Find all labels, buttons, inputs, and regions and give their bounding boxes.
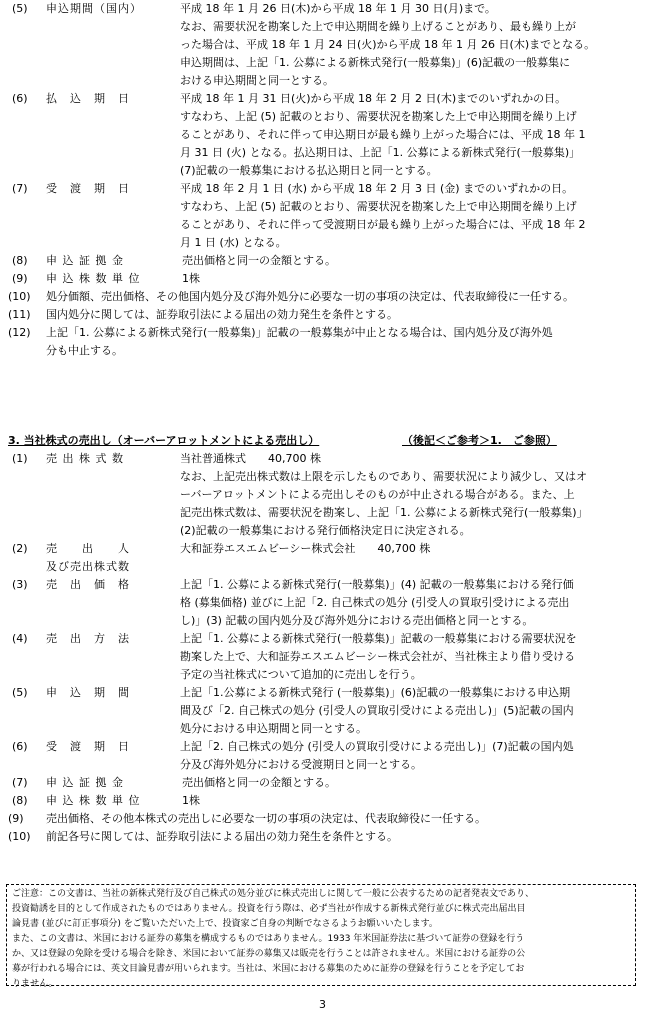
disclaimer-line: また、この文書は、米国における証券の募集を構成するものではありません。1933 年米国証券法に基づいて証券の登録を行う: [12, 934, 525, 944]
item-number: (9): [12, 272, 28, 285]
section-overallotment: [0, 432, 645, 846]
item-number: (8): [12, 794, 28, 807]
item-number: (12): [8, 326, 31, 339]
item-number: (6): [12, 740, 28, 753]
body-line: し)」(3) 記載の国内処分及び海外処分における売出価格と同一とする。: [180, 614, 534, 627]
body-spacer: [180, 558, 639, 576]
body-line: 上記「1.公募による新株式発行 (一般募集)」(6)記載の一般募集における申込期: [180, 686, 571, 699]
body-line: 平成 18 年 1 月 26 日(木)から平成 18 年 1 月 30 日(月)まで。: [180, 2, 496, 15]
item-body: [182, 252, 639, 270]
item-label: 申 込 証 拠 金: [46, 776, 124, 789]
item-body: [180, 90, 639, 180]
body-line: 分も中止する。: [46, 344, 123, 357]
item-label: [46, 540, 130, 576]
item-label: 売 出 方 法: [46, 632, 130, 645]
item-shares-offered: [0, 450, 645, 540]
item-label-line: 及び売出株式数: [46, 560, 130, 573]
body-line: 売出価格と同一の金額とする。: [182, 254, 336, 267]
disclaimer-line: 論見書 (並びに訂正事項分) をご覧いただいた上で、投資家ご自身の判断でなさるようお願いいたします。: [12, 919, 438, 929]
item-delivery-date-2: [0, 738, 645, 774]
item-label-line: 売 出 人: [46, 542, 130, 555]
body-line: 1株: [182, 794, 200, 807]
item-label: 受 渡 期 日: [46, 182, 130, 195]
item-number: (7): [12, 776, 28, 789]
item-number: (10): [8, 830, 31, 843]
item-body: [180, 630, 639, 684]
body-line: 平成 18 年 1 月 31 日(火)から平成 18 年 2 月 2 日(木)までのいずれかの日。: [180, 92, 567, 105]
body-line: ーバーアロットメントによる売出しそのものが中止される場合がある。また、上: [180, 488, 575, 501]
body-line: ることがあり、それに伴って申込期日が最も繰り上がった場合には、平成 18 年 1: [180, 128, 586, 141]
item-number: (3): [12, 578, 28, 591]
item-number: (8): [12, 254, 28, 267]
item-number: (2): [12, 542, 28, 555]
body-line: 月 31 日 (火) となる。払込期日は、上記「1. 公募による新株式発行(一般募集)」: [180, 146, 581, 159]
item-label: 申込期間（国内）: [46, 2, 142, 15]
disclaimer-line: りません。: [12, 979, 58, 989]
item-body: [180, 0, 639, 90]
body-line: 上記「2. 自己株式の処分 (引受人の買取引受けによる売出し)」(7)記載の国内処: [180, 740, 574, 753]
body-line: (7)記載の一般募集における払込期日と同一とする。: [180, 164, 438, 177]
item-number: (1): [12, 452, 28, 465]
body-line: った場合は、平成 18 年 1 月 24 日(火)から平成 18 年 1 月 26 日(木)までとなる。: [180, 38, 596, 51]
item-cancellation: [0, 324, 645, 360]
body-line: 1株: [182, 272, 200, 285]
body-line: 大和証券エスエムビーシー株式会社 40,700 株: [180, 542, 431, 555]
item-label: 申 込 証 拠 金: [46, 254, 124, 267]
item-deposit: [0, 252, 645, 270]
item-body: [46, 324, 639, 360]
item-number: (5): [12, 2, 28, 15]
body-line: なお、需要状況を勘案した上で申込期間を繰り上げることがあり、最も繰り上が: [180, 20, 576, 33]
item-offer-price: [0, 576, 645, 630]
body-line: すなわち、上記 (5) 記載のとおり、需要状況を勘案した上で申込期間を繰り上げ: [180, 110, 577, 123]
item-subscription-unit-2: [0, 792, 645, 810]
item-payment-date: [0, 90, 645, 180]
body-line: ることがあり、それに伴って受渡期日が最も繰り上がった場合には、平成 18 年 2: [180, 218, 586, 231]
page-number: 3: [319, 998, 326, 1011]
item-number: (4): [12, 632, 28, 645]
item-subscription-period: [0, 684, 645, 738]
item-subscription-unit: [0, 270, 645, 288]
disclaimer-line: ご注意：この文書は、当社の新株式発行及び自己株式の処分並びに株式売出しに関して一般に公表するための記者発表文であり、: [12, 889, 535, 899]
item-body: [182, 792, 639, 810]
disclaimer-line: か、又は登録の免除を受ける場合を除き、米国において証券の募集又は販売を行うことは許されません。米国における証券の公: [12, 949, 526, 959]
item-label: 申 込 株 数 単 位: [46, 794, 141, 807]
body-line: 処分における申込期間と同一とする。: [180, 722, 367, 735]
disclaimer-line: 募が行われる場合には、英文目論見書が用いられます。当社は、米国における募集のために証券の登録を行うことを予定してお: [12, 964, 525, 974]
item-body: [180, 450, 639, 540]
body-line: 間及び「2. 自己株式の処分 (引受人の買取引受けによる売出し)」(5)記載の国内: [180, 704, 574, 717]
item-body: [180, 576, 639, 630]
item-delivery-date: [0, 180, 645, 252]
item-number: (6): [12, 92, 28, 105]
body-line: 上記「1. 公募による新株式発行(一般募集)」記載の一般募集が中止となる場合は、国内処分及び海外処: [46, 326, 553, 339]
item-delegation: [0, 288, 645, 306]
item-condition-2: [0, 828, 645, 846]
item-body: [180, 180, 639, 252]
body-line: 当社普通株式 40,700 株: [180, 452, 321, 465]
body-line: 平成 18 年 2 月 1 日 (水) から平成 18 年 2 月 3 日 (金) までのいずれかの日。: [180, 182, 574, 195]
item-number: (7): [12, 182, 28, 195]
section-heading: 3. 当社株式の売出し（オーバーアロットメントによる売出し）: [8, 434, 320, 447]
body-line: 予定の当社株式について追加的に売出しを行う。: [180, 668, 422, 681]
item-number: (5): [12, 686, 28, 699]
item-body: [180, 738, 639, 774]
item-deposit-2: [0, 774, 645, 792]
item-body: [180, 540, 639, 576]
section-reference: （後記＜ご参考＞1. ご参照）: [402, 434, 557, 447]
body-line: なお、上記売出株式数は上限を示したものであり、需要状況により減少し、又はオ: [180, 470, 587, 483]
item-seller: [0, 540, 645, 576]
body-line: 勘案した上で、大和証券エスエムビーシー株式会社が、当社株主より借り受ける: [180, 650, 576, 663]
item-label: 受 渡 期 日: [46, 740, 130, 753]
item-number: (10): [8, 290, 31, 303]
body-line: (2)記載の一般募集における発行価格決定日に決定される。: [180, 524, 471, 537]
body-line: 分及び海外処分における受渡期日と同一とする。: [180, 758, 422, 771]
item-body: 売出価格、その他本株式の売出しに必要な一切の事項の決定は、代表取締役に一任する。: [46, 812, 486, 825]
item-condition: [0, 306, 645, 324]
section-disposal-continued: [0, 0, 645, 360]
body-line: 売出価格と同一の金額とする。: [182, 776, 336, 789]
item-number: (9): [8, 812, 24, 825]
item-body: 前記各号に関しては、証券取引法による届出の効力発生を条件とする。: [46, 830, 398, 843]
body-line: おける申込期間と同一とする。: [180, 74, 334, 87]
item-label: 払 込 期 日: [46, 92, 130, 105]
item-label: 申 込 株 数 単 位: [46, 272, 141, 285]
item-offer-method: [0, 630, 645, 684]
item-delegation-2: [0, 810, 645, 828]
item-label: 売 出 価 格: [46, 578, 130, 591]
item-body: [182, 270, 639, 288]
item-number: (11): [8, 308, 31, 321]
item-body: 国内処分に関しては、証券取引法による届出の効力発生を条件とする。: [46, 308, 398, 321]
section-title: [8, 432, 645, 450]
item-body: [182, 774, 639, 792]
body-line: 記売出株式数は、需要状況を勘案し、上記「1. 公募による新株式発行(一般募集)」: [180, 506, 588, 519]
body-line: 申込期間は、上記「1. 公募による新株式発行(一般募集)」(6)記載の一般募集に: [180, 56, 571, 69]
item-label: 申 込 期 間: [46, 686, 130, 699]
disclaimer-box: [6, 884, 636, 989]
body-line: 上記「1. 公募による新株式発行(一般募集)」(4) 記載の一般募集における発行価: [180, 578, 574, 591]
body-line: 格 (募集価格) 並びに上記「2. 自己株式の処分 (引受人の買取引受けによる売出: [180, 596, 570, 609]
body-line: すなわち、上記 (5) 記載のとおり、需要状況を勘案した上で申込期間を繰り上げ: [180, 200, 577, 213]
item-subscription-period-domestic: [0, 0, 645, 90]
item-label: 売 出 株 式 数: [46, 452, 124, 465]
item-body: 処分価額、売出価格、その他国内処分及び海外処分に必要な一切の事項の決定は、代表取締役に一任する。: [46, 290, 574, 303]
body-line: 月 1 日 (水) となる。: [180, 236, 287, 249]
disclaimer-line: 投資勧誘を目的として作成されたものではありません。投資を行う際は、必ず当社が作成する新株式発行並びに株式売出届出目: [12, 904, 526, 914]
item-body: [180, 684, 639, 738]
body-line: 上記「1. 公募による新株式発行(一般募集)」記載の一般募集における需要状況を: [180, 632, 577, 645]
